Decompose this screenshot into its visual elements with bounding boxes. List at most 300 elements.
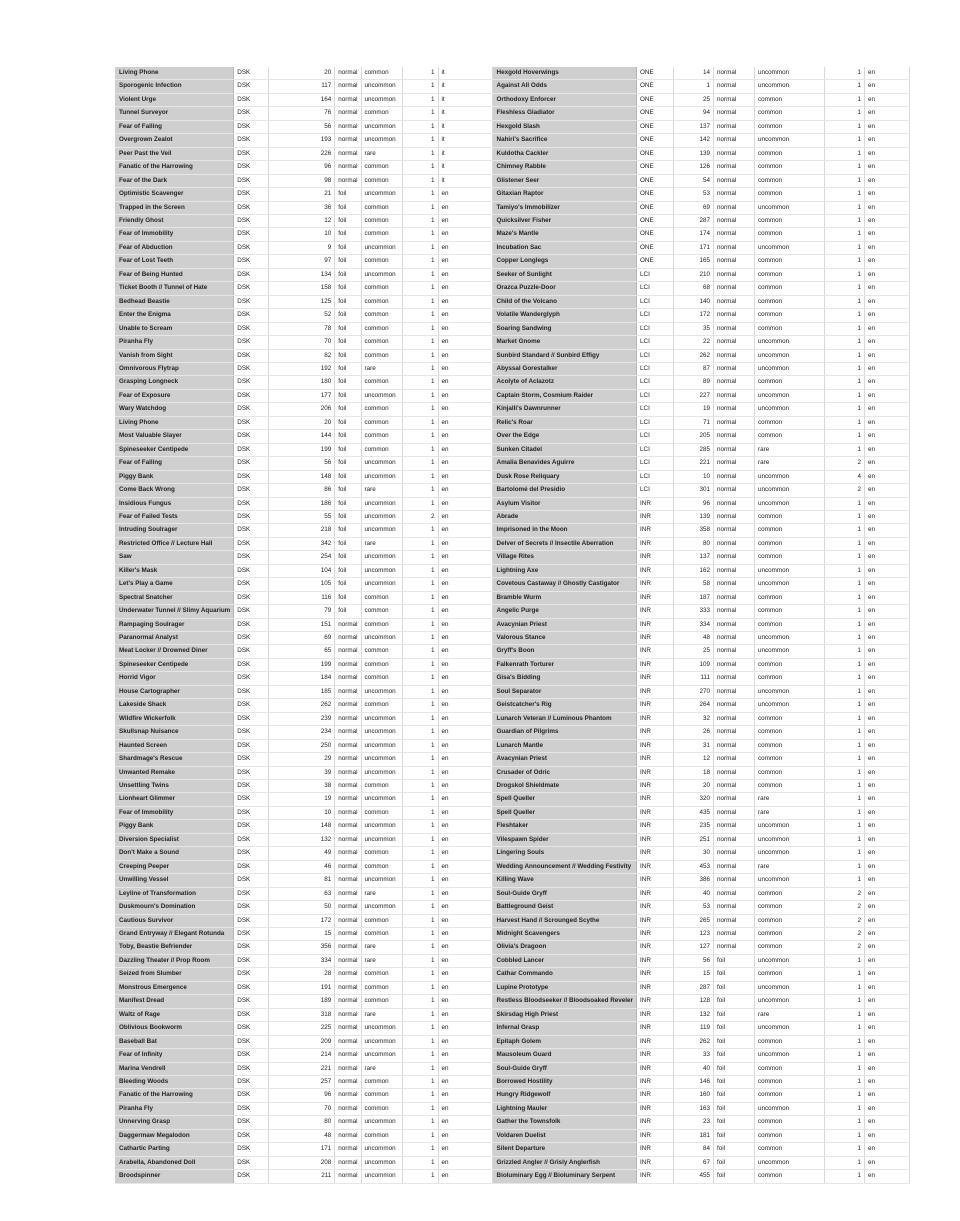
card-name-cell[interactable]: Haunted Screen [116,739,234,752]
set-code-cell[interactable]: ONE [637,147,674,160]
quantity-cell[interactable]: 1 [825,93,865,106]
set-code-cell[interactable]: DSK [234,887,269,900]
language-cell[interactable]: en [438,793,492,806]
collector-number-cell[interactable]: 49 [269,847,335,860]
rarity-cell[interactable]: common [361,282,402,295]
rarity-cell[interactable]: common [361,174,402,187]
card-name-cell[interactable]: Violent Urge [116,93,234,106]
table-row[interactable] [493,1075,910,1088]
table-row[interactable] [493,645,910,658]
language-cell[interactable]: en [438,806,492,819]
set-code-cell[interactable]: DSK [234,201,269,214]
collector-number-cell[interactable]: 320 [674,793,714,806]
set-code-cell[interactable]: LCI [637,349,674,362]
set-code-cell[interactable]: INR [637,1129,674,1142]
finish-cell[interactable]: normal [714,403,755,416]
table-row[interactable] [493,416,910,429]
rarity-cell[interactable]: uncommon [361,726,402,739]
rarity-cell[interactable]: common [361,349,402,362]
rarity-cell[interactable]: common [755,295,825,308]
card-name-cell[interactable]: Mausoleum Guard [493,1049,637,1062]
rarity-cell[interactable]: common [755,914,825,927]
card-name-cell[interactable]: Unable to Scream [116,322,234,335]
language-cell[interactable]: en [865,995,910,1008]
finish-cell[interactable]: normal [714,605,755,618]
card-name-cell[interactable]: Friendly Ghost [116,214,234,227]
collector-number-cell[interactable]: 184 [269,672,335,685]
quantity-cell[interactable]: 1 [825,847,865,860]
finish-cell[interactable]: normal [335,1035,361,1048]
collector-number-cell[interactable]: 21 [269,188,335,201]
finish-cell[interactable]: normal [335,780,361,793]
set-code-cell[interactable]: LCI [637,430,674,443]
rarity-cell[interactable]: common [361,214,402,227]
finish-cell[interactable]: normal [335,1156,361,1169]
collector-number-cell[interactable]: 177 [269,389,335,402]
finish-cell[interactable]: normal [714,268,755,281]
table-row[interactable] [493,188,910,201]
card-name-cell[interactable]: Spineseeker Centipede [116,658,234,671]
set-code-cell[interactable]: DSK [234,672,269,685]
table-row[interactable] [493,618,910,631]
finish-cell[interactable]: normal [335,134,361,147]
collector-number-cell[interactable]: 227 [674,389,714,402]
collector-number-cell[interactable]: 189 [269,995,335,1008]
table-row[interactable] [493,134,910,147]
finish-cell[interactable]: foil [335,457,361,470]
card-name-cell[interactable]: Dusk Rose Reliquary [493,470,637,483]
finish-cell[interactable]: normal [714,860,755,873]
table-row[interactable] [493,780,910,793]
set-code-cell[interactable]: INR [637,860,674,873]
rarity-cell[interactable]: common [361,914,402,927]
set-code-cell[interactable]: DSK [234,174,269,187]
card-name-cell[interactable]: Lingering Souls [493,847,637,860]
set-code-cell[interactable]: DSK [234,524,269,537]
finish-cell[interactable]: foil [714,954,755,967]
quantity-cell[interactable]: 1 [402,295,438,308]
card-name-cell[interactable]: Spectral Snatcher [116,591,234,604]
language-cell[interactable]: en [438,416,492,429]
table-row[interactable] [116,941,493,954]
language-cell[interactable]: it [438,120,492,133]
set-code-cell[interactable]: DSK [234,1008,269,1021]
finish-cell[interactable]: normal [714,766,755,779]
table-row[interactable] [493,1143,910,1156]
collector-number-cell[interactable]: 151 [269,618,335,631]
rarity-cell[interactable]: common [755,591,825,604]
quantity-cell[interactable]: 1 [402,1075,438,1088]
finish-cell[interactable]: foil [714,1075,755,1088]
rarity-cell[interactable]: common [755,147,825,160]
collector-number-cell[interactable]: 140 [674,295,714,308]
quantity-cell[interactable]: 1 [825,188,865,201]
table-row[interactable] [493,672,910,685]
quantity-cell[interactable]: 1 [825,1075,865,1088]
quantity-cell[interactable]: 1 [402,1129,438,1142]
language-cell[interactable]: it [438,174,492,187]
card-name-cell[interactable]: Fear of Abduction [116,241,234,254]
quantity-cell[interactable]: 1 [825,981,865,994]
finish-cell[interactable]: normal [714,726,755,739]
language-cell[interactable]: en [438,564,492,577]
finish-cell[interactable]: foil [335,591,361,604]
quantity-cell[interactable]: 2 [825,914,865,927]
quantity-cell[interactable]: 1 [402,847,438,860]
quantity-cell[interactable]: 1 [402,753,438,766]
set-code-cell[interactable]: DSK [234,780,269,793]
language-cell[interactable]: it [438,80,492,93]
set-code-cell[interactable]: DSK [234,268,269,281]
card-name-cell[interactable]: Kinjalli's Dawnrunner [493,403,637,416]
quantity-cell[interactable]: 1 [825,591,865,604]
card-name-cell[interactable]: Acolyte of Aclazotz [493,376,637,389]
quantity-cell[interactable]: 1 [825,510,865,523]
collector-number-cell[interactable]: 80 [674,537,714,550]
finish-cell[interactable]: foil [335,228,361,241]
card-name-cell[interactable]: Meat Locker // Drowned Diner [116,645,234,658]
set-code-cell[interactable]: DSK [234,645,269,658]
table-row[interactable] [116,389,493,402]
table-row[interactable] [493,241,910,254]
card-name-cell[interactable]: Come Back Wrong [116,484,234,497]
language-cell[interactable]: en [865,712,910,725]
table-row[interactable] [116,658,493,671]
card-name-cell[interactable]: Spineseeker Centipede [116,443,234,456]
language-cell[interactable]: en [438,901,492,914]
collector-number-cell[interactable]: 31 [674,739,714,752]
set-code-cell[interactable]: DSK [234,793,269,806]
collector-number-cell[interactable]: 214 [269,1049,335,1062]
card-name-cell[interactable]: Orazca Puzzle-Door [493,282,637,295]
set-code-cell[interactable]: DSK [234,322,269,335]
finish-cell[interactable]: foil [335,214,361,227]
table-row[interactable] [116,726,493,739]
card-name-cell[interactable]: Underwater Tunnel // Slimy Aquarium [116,605,234,618]
set-code-cell[interactable]: DSK [234,537,269,550]
quantity-cell[interactable]: 1 [402,860,438,873]
table-row[interactable] [116,214,493,227]
table-row[interactable] [116,336,493,349]
finish-cell[interactable]: normal [335,618,361,631]
table-row[interactable] [116,874,493,887]
rarity-cell[interactable]: uncommon [361,1156,402,1169]
table-row[interactable] [116,241,493,254]
collector-number-cell[interactable]: 334 [269,954,335,967]
language-cell[interactable]: en [438,995,492,1008]
language-cell[interactable]: en [865,93,910,106]
card-name-cell[interactable]: Wedding Announcement // Wedding Festivity [493,860,637,873]
collector-number-cell[interactable]: 144 [269,430,335,443]
table-row[interactable] [116,578,493,591]
language-cell[interactable]: en [438,658,492,671]
card-name-cell[interactable]: Midnight Scavengers [493,928,637,941]
collector-number-cell[interactable]: 18 [674,766,714,779]
collector-number-cell[interactable]: 96 [269,1089,335,1102]
rarity-cell[interactable]: common [755,376,825,389]
card-name-cell[interactable]: Tamiyo's Immobilizer [493,201,637,214]
finish-cell[interactable]: normal [714,901,755,914]
quantity-cell[interactable]: 1 [402,712,438,725]
language-cell[interactable]: en [438,1075,492,1088]
collector-number-cell[interactable]: 123 [674,928,714,941]
quantity-cell[interactable]: 1 [825,739,865,752]
rarity-cell[interactable]: common [361,699,402,712]
rarity-cell[interactable]: uncommon [755,134,825,147]
set-code-cell[interactable]: INR [637,632,674,645]
quantity-cell[interactable]: 1 [402,578,438,591]
table-row[interactable] [116,632,493,645]
finish-cell[interactable]: normal [714,699,755,712]
card-name-cell[interactable]: Nahiri's Sacrifice [493,134,637,147]
collector-number-cell[interactable]: 125 [269,295,335,308]
rarity-cell[interactable]: common [755,658,825,671]
quantity-cell[interactable]: 1 [402,443,438,456]
finish-cell[interactable]: normal [335,699,361,712]
collector-number-cell[interactable]: 116 [269,591,335,604]
finish-cell[interactable]: foil [335,362,361,375]
card-name-cell[interactable]: Fear of Immobility [116,228,234,241]
collector-number-cell[interactable]: 12 [269,214,335,227]
table-row[interactable] [116,739,493,752]
rarity-cell[interactable]: uncommon [755,874,825,887]
language-cell[interactable]: en [865,981,910,994]
finish-cell[interactable]: normal [335,120,361,133]
collector-number-cell[interactable]: 435 [674,806,714,819]
collector-number-cell[interactable]: 181 [674,1129,714,1142]
table-row[interactable] [116,201,493,214]
quantity-cell[interactable]: 1 [402,806,438,819]
finish-cell[interactable]: normal [714,201,755,214]
quantity-cell[interactable]: 1 [825,578,865,591]
quantity-cell[interactable]: 1 [825,658,865,671]
collector-number-cell[interactable]: 187 [674,591,714,604]
set-code-cell[interactable]: LCI [637,362,674,375]
language-cell[interactable]: en [438,470,492,483]
rarity-cell[interactable]: rare [755,793,825,806]
language-cell[interactable]: en [438,847,492,860]
finish-cell[interactable]: normal [335,107,361,120]
collector-number-cell[interactable]: 262 [674,1035,714,1048]
table-row[interactable] [493,336,910,349]
table-row[interactable] [493,564,910,577]
finish-cell[interactable]: foil [714,1089,755,1102]
collector-number-cell[interactable]: 98 [269,174,335,187]
quantity-cell[interactable]: 1 [402,820,438,833]
rarity-cell[interactable]: common [361,981,402,994]
rarity-cell[interactable]: common [755,537,825,550]
table-row[interactable] [116,1143,493,1156]
finish-cell[interactable]: normal [714,134,755,147]
collector-number-cell[interactable]: 67 [674,1156,714,1169]
card-name-cell[interactable]: Piranha Fly [116,1102,234,1115]
finish-cell[interactable]: normal [335,672,361,685]
table-row[interactable] [116,80,493,93]
set-code-cell[interactable]: DSK [234,282,269,295]
language-cell[interactable]: en [438,255,492,268]
quantity-cell[interactable]: 1 [825,295,865,308]
set-code-cell[interactable]: INR [637,699,674,712]
quantity-cell[interactable]: 1 [825,1049,865,1062]
card-name-cell[interactable]: Gisa's Bidding [493,672,637,685]
quantity-cell[interactable]: 1 [402,1049,438,1062]
collector-number-cell[interactable]: 58 [674,578,714,591]
collector-number-cell[interactable]: 234 [269,726,335,739]
table-row[interactable] [493,887,910,900]
quantity-cell[interactable]: 1 [825,605,865,618]
language-cell[interactable]: en [438,766,492,779]
language-cell[interactable]: en [865,928,910,941]
card-name-cell[interactable]: Sunken Citadel [493,443,637,456]
table-row[interactable] [116,282,493,295]
card-name-cell[interactable]: Child of the Volcano [493,295,637,308]
language-cell[interactable]: en [865,793,910,806]
card-name-cell[interactable]: Amalia Benavides Aguirre [493,457,637,470]
finish-cell[interactable]: foil [335,336,361,349]
card-name-cell[interactable]: Grizzled Angler // Grisly Anglerfish [493,1156,637,1169]
finish-cell[interactable]: normal [714,120,755,133]
finish-cell[interactable]: normal [335,726,361,739]
finish-cell[interactable]: normal [335,806,361,819]
set-code-cell[interactable]: DSK [234,1129,269,1142]
collector-number-cell[interactable]: 172 [674,309,714,322]
table-row[interactable] [116,645,493,658]
language-cell[interactable]: en [865,255,910,268]
quantity-cell[interactable]: 1 [825,228,865,241]
set-code-cell[interactable]: INR [637,551,674,564]
card-name-cell[interactable]: Kuldotha Cackler [493,147,637,160]
language-cell[interactable]: en [865,954,910,967]
table-row[interactable] [116,820,493,833]
card-name-cell[interactable]: Wary Watchdog [116,403,234,416]
table-row[interactable] [116,295,493,308]
collector-number-cell[interactable]: 81 [269,874,335,887]
language-cell[interactable]: en [438,712,492,725]
rarity-cell[interactable]: rare [361,147,402,160]
table-row[interactable] [493,658,910,671]
set-code-cell[interactable]: INR [637,806,674,819]
language-cell[interactable]: en [865,362,910,375]
set-code-cell[interactable]: DSK [234,699,269,712]
rarity-cell[interactable]: uncommon [755,362,825,375]
collector-number-cell[interactable]: 105 [269,578,335,591]
table-row[interactable] [116,1156,493,1169]
card-name-cell[interactable]: Fear of Exposure [116,389,234,402]
card-name-cell[interactable]: Cobbled Lancer [493,954,637,967]
language-cell[interactable]: en [865,847,910,860]
collector-number-cell[interactable]: 96 [269,161,335,174]
rarity-cell[interactable]: common [755,430,825,443]
set-code-cell[interactable]: DSK [234,1049,269,1062]
quantity-cell[interactable]: 1 [825,255,865,268]
rarity-cell[interactable]: uncommon [361,712,402,725]
table-row[interactable] [116,685,493,698]
rarity-cell[interactable]: uncommon [755,981,825,994]
set-code-cell[interactable]: DSK [234,1022,269,1035]
rarity-cell[interactable]: uncommon [755,336,825,349]
quantity-cell[interactable]: 1 [402,497,438,510]
language-cell[interactable]: en [865,820,910,833]
quantity-cell[interactable]: 1 [402,685,438,698]
card-name-cell[interactable]: Marina Vendrell [116,1062,234,1075]
finish-cell[interactable]: foil [335,349,361,362]
collector-number-cell[interactable]: 80 [269,1116,335,1129]
finish-cell[interactable]: normal [714,416,755,429]
set-code-cell[interactable]: LCI [637,389,674,402]
quantity-cell[interactable]: 1 [825,699,865,712]
finish-cell[interactable]: normal [714,376,755,389]
language-cell[interactable]: en [865,443,910,456]
finish-cell[interactable]: normal [714,618,755,631]
table-row[interactable] [493,67,910,80]
rarity-cell[interactable]: rare [361,362,402,375]
rarity-cell[interactable]: uncommon [755,1156,825,1169]
language-cell[interactable]: en [865,860,910,873]
rarity-cell[interactable]: common [361,255,402,268]
language-cell[interactable]: it [438,134,492,147]
table-row[interactable] [493,1008,910,1021]
quantity-cell[interactable]: 1 [402,349,438,362]
table-row[interactable] [493,632,910,645]
language-cell[interactable]: en [438,645,492,658]
quantity-cell[interactable]: 1 [402,389,438,402]
collector-number-cell[interactable]: 38 [269,780,335,793]
finish-cell[interactable]: normal [335,887,361,900]
rarity-cell[interactable]: rare [755,1008,825,1021]
collector-number-cell[interactable]: 46 [269,860,335,873]
finish-cell[interactable]: normal [335,793,361,806]
table-row[interactable] [493,389,910,402]
finish-cell[interactable]: normal [714,833,755,846]
quantity-cell[interactable]: 1 [825,954,865,967]
finish-cell[interactable]: normal [335,753,361,766]
table-row[interactable] [493,928,910,941]
quantity-cell[interactable]: 1 [825,497,865,510]
finish-cell[interactable]: normal [714,362,755,375]
collector-number-cell[interactable]: 199 [269,658,335,671]
collector-number-cell[interactable]: 65 [269,645,335,658]
language-cell[interactable]: en [865,1022,910,1035]
rarity-cell[interactable]: uncommon [361,753,402,766]
collector-number-cell[interactable]: 19 [269,793,335,806]
language-cell[interactable]: en [865,618,910,631]
set-code-cell[interactable]: DSK [234,497,269,510]
table-row[interactable] [116,120,493,133]
language-cell[interactable]: en [438,282,492,295]
card-name-cell[interactable]: Soul-Guide Gryff [493,887,637,900]
rarity-cell[interactable]: uncommon [361,510,402,523]
finish-cell[interactable]: normal [714,510,755,523]
collector-number-cell[interactable]: 270 [674,685,714,698]
rarity-cell[interactable]: common [755,1143,825,1156]
collector-number-cell[interactable]: 40 [674,1062,714,1075]
collector-number-cell[interactable]: 10 [269,806,335,819]
quantity-cell[interactable]: 1 [402,107,438,120]
table-row[interactable] [493,1049,910,1062]
table-row[interactable] [493,699,910,712]
finish-cell[interactable]: normal [335,860,361,873]
card-name-cell[interactable]: Intruding Soulrager [116,524,234,537]
card-name-cell[interactable]: Soul Separator [493,685,637,698]
quantity-cell[interactable]: 1 [402,632,438,645]
language-cell[interactable]: en [438,1008,492,1021]
table-row[interactable] [116,981,493,994]
finish-cell[interactable]: normal [335,968,361,981]
set-code-cell[interactable]: DSK [234,928,269,941]
quantity-cell[interactable]: 1 [402,1089,438,1102]
quantity-cell[interactable]: 1 [825,753,865,766]
collector-number-cell[interactable]: 137 [674,120,714,133]
